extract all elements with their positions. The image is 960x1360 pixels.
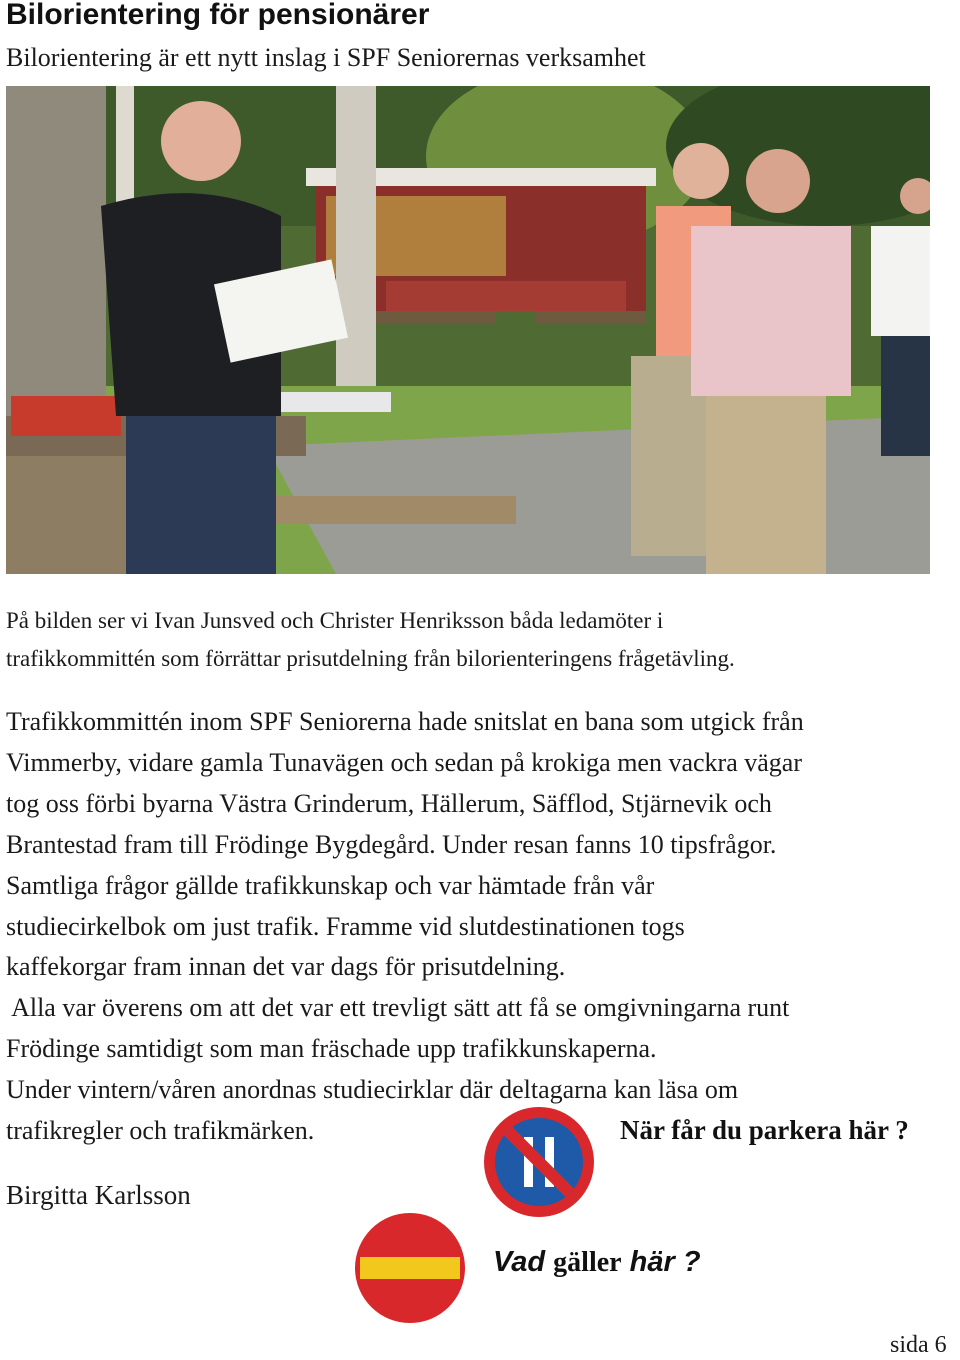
- body-line: Under vintern/våren anordnas studiecirklar där deltagarna kan läsa om: [6, 1075, 739, 1105]
- article-title: Bilorientering för pensionärer: [6, 0, 430, 31]
- body-line: Samtliga frågor gällde trafikkunskap och var hämtade från vår: [6, 870, 655, 900]
- article-photo: [6, 86, 930, 574]
- body-line: trafikregler och trafikmärken.: [6, 1116, 315, 1146]
- body-line: kaffekorgar fram innan det var dags för prisutdelning.: [6, 952, 566, 982]
- no-entry-sign-icon: [354, 1212, 466, 1324]
- quiz-q2-part: här ?: [629, 1246, 701, 1278]
- body-line: Alla var överens om att det var ett trevligt sätt att få se omgivningarna runt: [6, 993, 790, 1023]
- photo-caption: [6, 602, 936, 678]
- body-line: Brantestad fram till Frödinge Bygdegård. Under resan fanns 10 tipsfrågor.: [6, 829, 777, 859]
- caption-line: På bilden ser vi Ivan Junsved och Christer Henriksson båda ledamöter i: [6, 608, 664, 633]
- page-number: sida 6: [890, 1332, 947, 1358]
- quiz-q2-part: gäller: [553, 1247, 622, 1278]
- body-line: Frödinge samtidigt som man fräschade upp trafikkunskaperna.: [6, 1034, 657, 1064]
- article-body: [6, 702, 956, 1152]
- body-line: Trafikkommittén inom SPF Seniorerna hade snitslat en bana som utgick från: [6, 707, 804, 736]
- quiz-question-parking: När får du parkera här ?: [620, 1115, 909, 1145]
- author-name: Birgitta Karlsson: [6, 1180, 191, 1210]
- quiz-question-no-entry: [493, 1242, 701, 1283]
- body-line: Vimmerby, vidare gamla Tunavägen och sedan på krokiga men vackra vägar: [6, 747, 802, 777]
- article-subtitle: Bilorientering är ett nytt inslag i SPF Seniorernas verksamhet: [6, 43, 646, 72]
- caption-line: trafikkommittén som förrättar prisutdelning från bilorienteringens frågetävling.: [6, 646, 735, 671]
- no-parking-odd-date-sign-icon: [482, 1105, 596, 1219]
- quiz-q2-part: Vad: [493, 1246, 546, 1278]
- photo-illustration: [6, 86, 930, 574]
- body-line: tog oss förbi byarna Västra Grinderum, Hällerum, Säfflod, Stjärnevik och: [6, 788, 772, 818]
- body-line: studiecirkelbok om just trafik. Framme vid slutdestinationen togs: [6, 911, 685, 941]
